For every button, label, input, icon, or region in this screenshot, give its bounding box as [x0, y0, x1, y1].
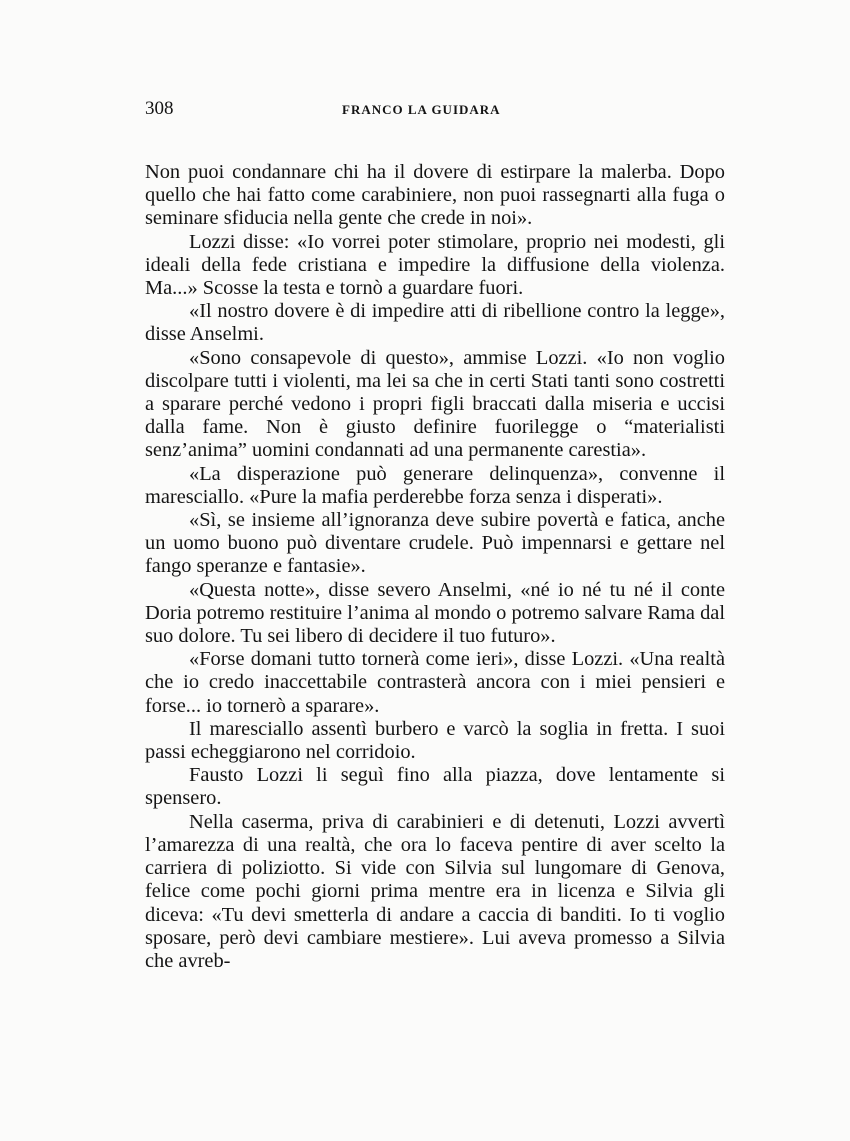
page-header [145, 98, 725, 124]
paragraph-1: Non puoi condannare chi ha il dovere di estirpare la malerba. Dopo quello che hai fatto come carabiniere, non puoi rassegnarti alla fuga o seminare sfiducia nella gente che crede in noi». [145, 161, 725, 230]
paragraph-6: «Sì, se insieme all’ignoranza deve subire povertà e fatica, anche un uomo buono può diventare crudele. Può impennarsi e gettare nel fango speranze e fantasie». [145, 509, 725, 578]
paragraph-5: «La disperazione può generare delinquenza», convenne il maresciallo. «Pure la mafia perderebbe forza senza i disperati». [145, 462, 725, 508]
paragraph-3: «Il nostro dovere è di impedire atti di ribellione contro la legge», disse Anselmi. [145, 300, 725, 346]
running-head: FRANCO LA GUIDARA [342, 102, 501, 117]
paragraph-4: «Sono consapevole di questo», ammise Lozzi. «Io non voglio discolpare tutti i violenti, ma lei sa che in certi Stati tanti sono costretti a sparare perché vedono i propri figli braccati dalla miseria e uccisi dalla fame. Non è giusto definire fuorilegge o “materialisti senz’anima” uomini condannati ad una permanente carestia». [145, 346, 725, 462]
paragraph-8: «Forse domani tutto tornerà come ieri», disse Lozzi. «Una realtà che io credo inaccettabile contrasterà ancora con i miei pensieri e forse... io tornerò a sparare». [145, 648, 725, 717]
paragraph-10: Fausto Lozzi li seguì fino alla piazza, dove lentamente si spensero. [145, 764, 725, 810]
paragraph-11: Nella caserma, priva di carabinieri e di detenuti, Lozzi avvertì l’amarezza di una realtà, che ora lo faceva pentire di aver scelto la carriera di poliziotto. Si vide con Silvia sul lungomare di Genova, felice come pochi giorni prima mentre era in licenza e Silvia gli diceva: «Tu devi smetterla di andare a caccia di banditi. Io ti voglio sposare, però devi cambiare mestiere». Lui aveva promesso a Silvia che avreb- [145, 810, 725, 972]
page-number: 308 [145, 98, 174, 119]
body-text [145, 161, 725, 973]
paragraph-9: Il maresciallo assentì burbero e varcò la soglia in fretta. I suoi passi echeggiarono nel corridoio. [145, 717, 725, 764]
paragraph-7: «Questa notte», disse severo Anselmi, «né io né tu né il conte Doria potremo restituire l’anima al mondo o potremo salvare Rama dal suo dolore. Tu sei libero di decidere il tuo futuro». [145, 578, 725, 648]
paragraph-2: Lozzi disse: «Io vorrei poter stimolare, proprio nei modesti, gli ideali della fede cristiana e impedire la diffusione della violenza. Ma...» Scosse la testa e tornò a guardare fuori. [145, 230, 725, 300]
